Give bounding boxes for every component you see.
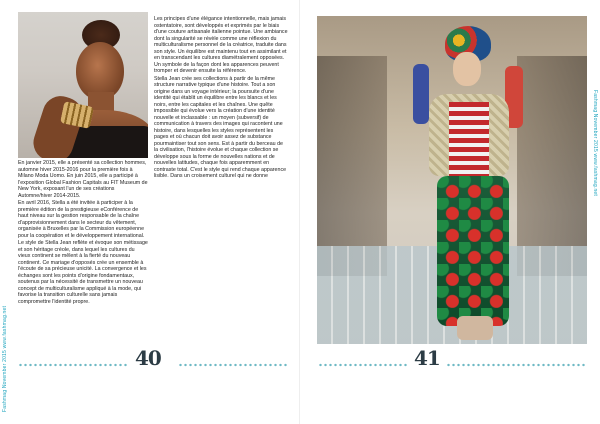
page-number: 41 xyxy=(414,346,440,370)
page-number: 40 xyxy=(135,346,161,370)
model-face xyxy=(453,52,481,86)
right-page xyxy=(300,0,600,424)
paragraph: Le style de Stella Jean reflète et évoque son métissage et son héritage créole, dans lequel les cultures du vieux continent se mêlent à la fierté du nouveau continent. Ce mariage d'opposés crée un ensemble à l'écoute de sa précieuse unicité. La convergence et les échanges sont les points d'origine fondamentaux, soutenus par la nécessité de transmettre un nouveau concept de multiculturalisme appliqué à la mode, qui favorise la transition culturelle sans jamais compromettre l'identité propre. xyxy=(18,240,148,305)
dotted-divider xyxy=(178,362,288,368)
paragraph: En avril 2016, Stella a été invitée à participer à la première édition de la prestigieuse eConférence de haut niveau sur la gestion responsable de la chaîne d'approvisionnement dans le secteur du vêtement, organisée à Bruxelles par la Commission européenne pour la coopération et le développement international. xyxy=(18,200,145,239)
left-text-column xyxy=(18,160,148,306)
right-text-column xyxy=(154,16,288,181)
striped-top xyxy=(449,102,489,176)
audience-right xyxy=(517,56,587,276)
side-footer-text: Fashmag November 2015 www.fashmag.net xyxy=(592,89,598,196)
dotted-divider xyxy=(18,362,128,368)
runway-photo xyxy=(317,16,587,344)
background-model xyxy=(413,64,429,124)
paragraph: Stella Jean crée ses collections à partir de la même structure narrative typique d'une histoire. Tout a son origine dans un voyage intérieur; la poursuite d'une identité qui établit un équilibre entre les blancs et les noirs, entre les capitales et les chaînes. Une quête impossible qui évolue vers la création d'une identité nouvelle et inclassable : un moyen (subversif) de communication à travers des images qui racontent une histoire, dans lesquelles les styles représentent les pages et où chacun doit avoir assez de substance pourmaintiser tout son sens. Est à partir du berceau de la civilisation, l'histoire évolue et chaque collection se développe sous la forme de nouvelles nations et de nouvelles latitudes, chaque fois apparemment en contraste total. C'est le style qui rend chaque apparence lisible. Dans un croisement culturel qui ne donne xyxy=(154,75,287,179)
dotted-divider xyxy=(318,362,408,368)
printed-skirt xyxy=(437,176,509,326)
audience-left xyxy=(317,56,387,276)
dotted-divider xyxy=(446,362,586,368)
paragraph: Les principes d'une élégance intentionnelle, mais jamais ostentatoire, sont développés et exprimés par le biais d'une couture artisanale italienne pointue. Une ambiance dont la singularité se révèle comme une réflexion du multiculturalisme personnel de la créatrice, traduite dans son style. Un équilibre est maintenu tout en assimilant et en transcendant les cultures diamétralement opposées. Un symbole de la façon dont les apparences peuvent tromper et devenir ensuite la référence. xyxy=(154,16,288,74)
paragraph: En janvier 2015, elle a présenté sa collection hommes, automne hiver 2015-2016 pour la première fois à Milano Moda Uomo. En juin 2015, elle a participé à l'exposition Global Fashion Capitals au FIT Museum de New York, exposant l'un de ses créations Automne/hiver 2014-2015. xyxy=(18,160,148,199)
portrait-photo xyxy=(18,12,148,158)
model-feet xyxy=(457,316,493,340)
side-footer-text: Fashmag November 2015 www.fashmag.net xyxy=(2,305,8,412)
